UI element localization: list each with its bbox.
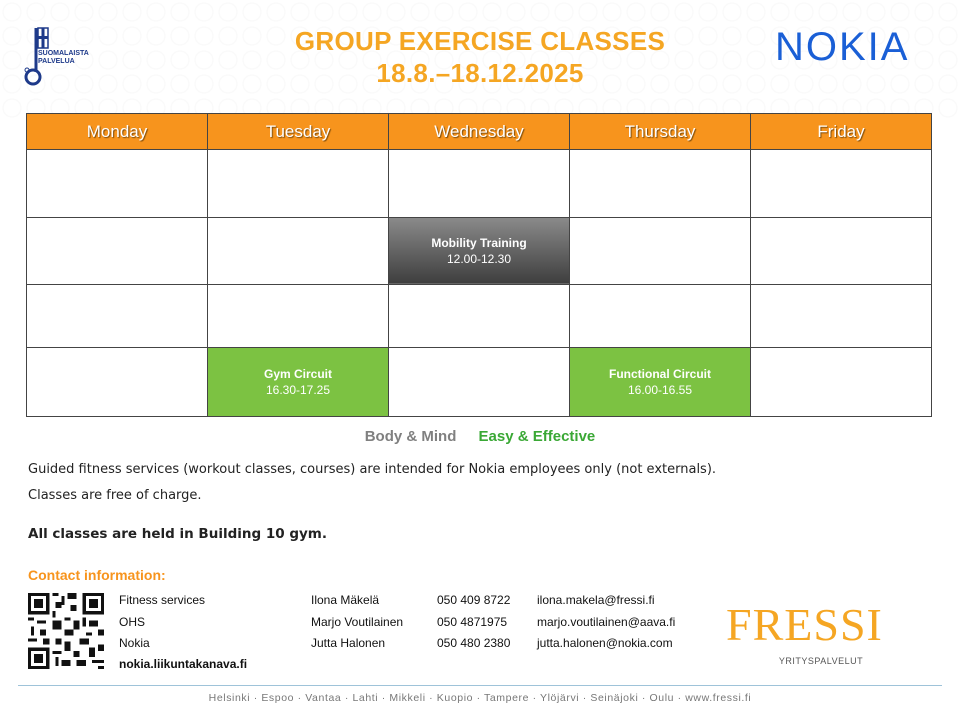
class-time: 12.00-12.30 bbox=[446, 251, 512, 266]
contact-label: OHS bbox=[119, 615, 146, 629]
empty-cell bbox=[751, 150, 932, 218]
contact-phone[interactable]: 050 4871975 bbox=[437, 615, 508, 629]
day-header-row bbox=[27, 114, 932, 150]
empty-cell bbox=[570, 150, 751, 218]
empty-cell bbox=[570, 285, 751, 348]
info-location: All classes are held in Building 10 gym. bbox=[28, 526, 327, 542]
class-gym-circuit bbox=[208, 348, 389, 417]
day-header-tuesday: Tuesday bbox=[208, 114, 389, 150]
class-mobility-training bbox=[389, 217, 570, 285]
qr-code-icon[interactable] bbox=[28, 593, 104, 669]
schedule-row bbox=[27, 217, 932, 285]
empty-cell bbox=[208, 285, 389, 348]
class-time: 16.00-16.55 bbox=[627, 383, 693, 398]
class-name: Gym Circuit bbox=[263, 367, 332, 382]
nokia-logo-text: NOKIA bbox=[775, 26, 910, 64]
day-header-friday: Friday bbox=[751, 114, 932, 150]
empty-cell bbox=[570, 217, 751, 285]
contact-heading: Contact information: bbox=[28, 567, 166, 583]
fressi-subtitle: YRITYSPALVELUT bbox=[778, 656, 864, 666]
category-legend bbox=[0, 428, 960, 445]
fressi-wordmark: FRESSI bbox=[726, 599, 883, 650]
contact-email[interactable]: marjo.voutilainen@aava.fi bbox=[537, 615, 676, 629]
class-time: 16.30-17.25 bbox=[265, 383, 331, 398]
fressi-logo bbox=[726, 601, 916, 671]
empty-cell bbox=[389, 285, 570, 348]
legend-easy-effective: Easy & Effective bbox=[478, 428, 596, 445]
day-header-thursday: Thursday bbox=[570, 114, 751, 150]
day-header-wednesday: Wednesday bbox=[389, 114, 570, 150]
class-functional-circuit bbox=[570, 348, 751, 417]
empty-cell bbox=[389, 150, 570, 218]
class-name: Mobility Training bbox=[431, 235, 527, 250]
empty-cell bbox=[751, 285, 932, 348]
legend-body-mind: Body & Mind bbox=[364, 428, 457, 445]
empty-cell bbox=[27, 348, 208, 417]
contact-phone[interactable]: 050 409 8722 bbox=[437, 593, 511, 607]
page-title: GROUP EXERCISE CLASSES bbox=[294, 26, 666, 56]
schedule-row bbox=[27, 150, 932, 218]
empty-cell bbox=[751, 217, 932, 285]
nokia-logo bbox=[775, 26, 933, 64]
contact-phone[interactable]: 050 480 2380 bbox=[437, 636, 511, 650]
info-eligibility: Guided fitness services (workout classes, courses) are intended for Nokia employees only (not externals). bbox=[28, 462, 717, 477]
footer-divider bbox=[18, 685, 942, 686]
info-free-of-charge: Classes are free of charge. bbox=[28, 488, 202, 503]
schedule-table bbox=[26, 113, 932, 417]
contact-email[interactable]: ilona.makela@fressi.fi bbox=[537, 593, 655, 607]
empty-cell bbox=[27, 150, 208, 218]
empty-cell bbox=[27, 285, 208, 348]
date-range: 18.8.–18.12.2025 bbox=[376, 58, 584, 88]
contact-name: Jutta Halonen bbox=[311, 636, 386, 650]
empty-cell bbox=[27, 217, 208, 285]
logo-text-line2: PALVELUA bbox=[38, 58, 75, 65]
class-name: Functional Circuit bbox=[609, 367, 711, 382]
contact-label: Fitness services bbox=[119, 593, 206, 607]
contact-name: Ilona Mäkelä bbox=[311, 593, 380, 607]
contact-email[interactable]: jutta.halonen@nokia.com bbox=[537, 636, 673, 650]
empty-cell bbox=[208, 150, 389, 218]
empty-cell bbox=[208, 217, 389, 285]
website-link[interactable]: nokia.liikuntakanava.fi bbox=[119, 657, 248, 671]
contact-label: Nokia bbox=[119, 636, 150, 650]
schedule-row bbox=[27, 348, 932, 417]
schedule-row bbox=[27, 285, 932, 348]
contact-name: Marjo Voutilainen bbox=[311, 615, 404, 629]
day-header-monday: Monday bbox=[27, 114, 208, 150]
logo-text-line1: SUOMALAISTA bbox=[38, 50, 89, 57]
empty-cell bbox=[389, 348, 570, 417]
footer-locations: Helsinki · Espoo · Vantaa · Lahti · Mikkeli · Kuopio · Tampere · Ylöjärvi · Seinäjoki · Oulu · www.fressi.fi bbox=[208, 692, 752, 704]
empty-cell bbox=[751, 348, 932, 417]
